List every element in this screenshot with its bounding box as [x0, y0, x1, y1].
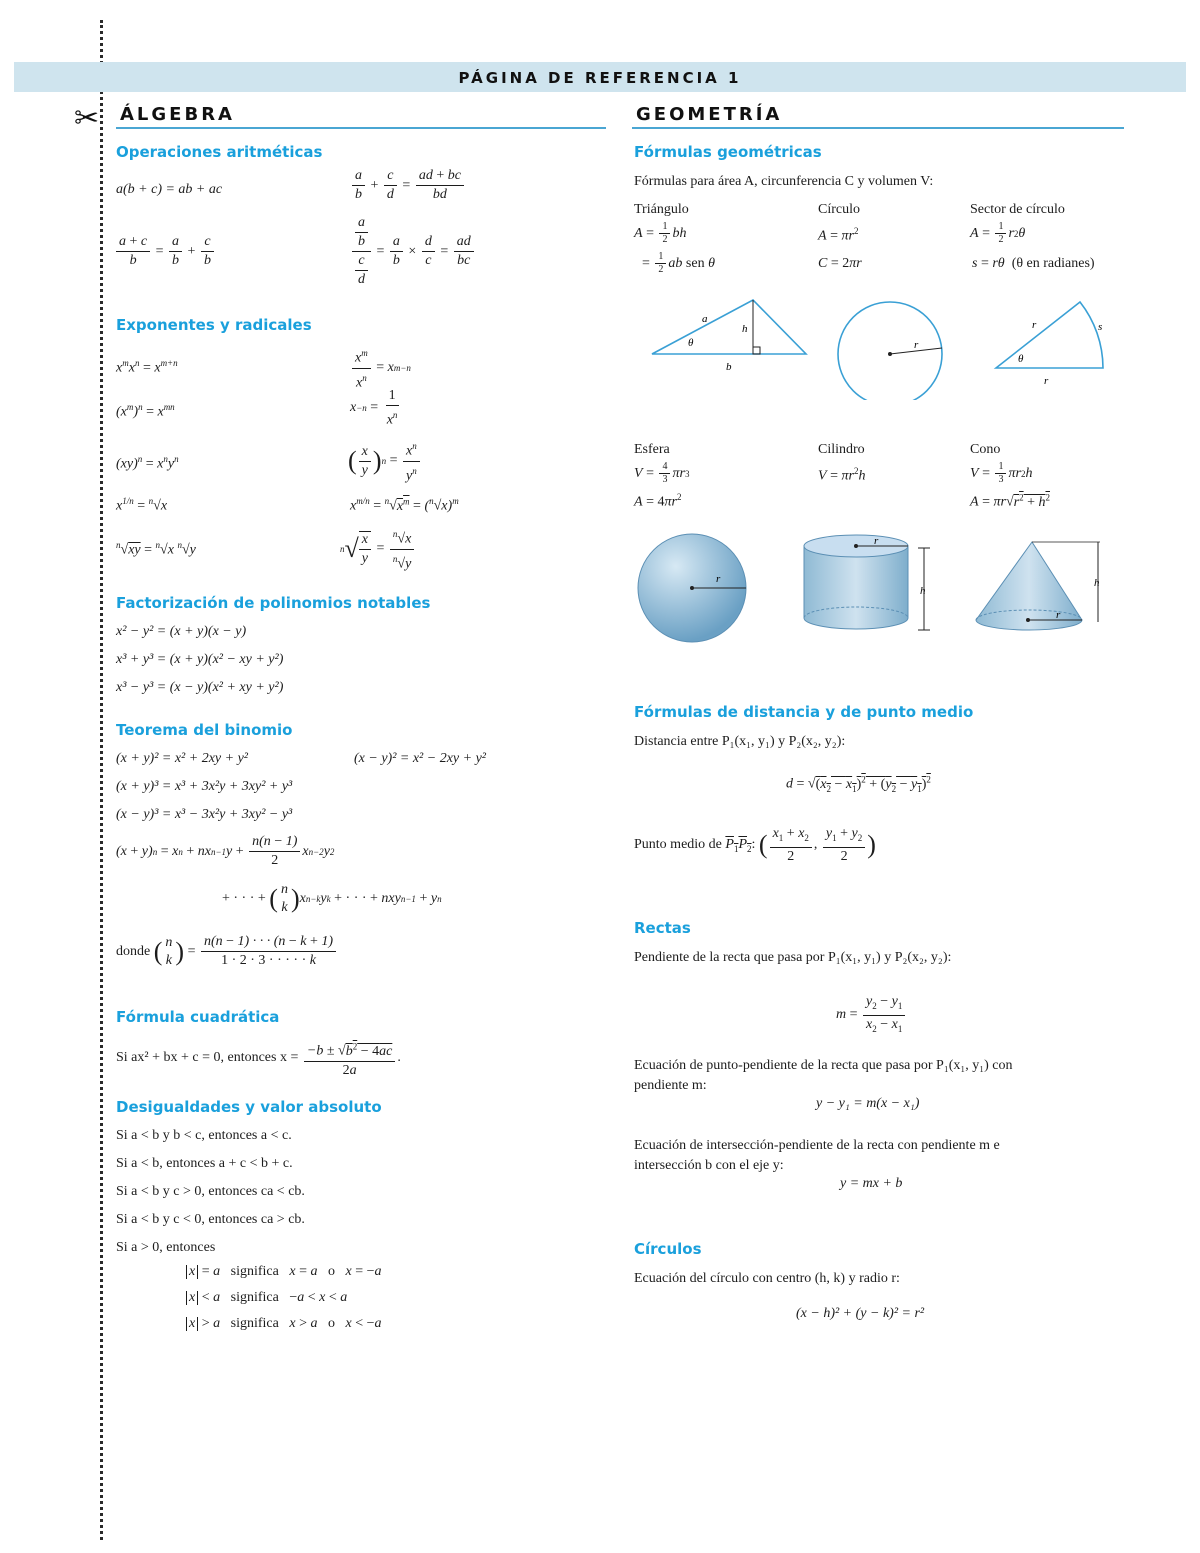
- donde-label: donde: [116, 943, 151, 959]
- sector-area-formula: A = $\frac{1}{2}$ r 2 θ: [970, 221, 1026, 245]
- binomial-formula: (x + y)² = x² + 2xy + y²: [116, 751, 248, 766]
- abs-greater-rule: x > a significa x > a o x < −a: [186, 1316, 381, 1332]
- abs-less-rule: x < a significa −a < x < a: [186, 1290, 347, 1306]
- svg-text:r: r: [1056, 609, 1061, 621]
- sen-label: sen: [685, 255, 705, 271]
- inequality-rule: Si a < b y c < 0, entonces ca > cb.: [116, 1212, 305, 1227]
- exp-power-rule: $(x^m)^n = x^{mn}$: [116, 402, 175, 420]
- exp-negative-rule: x −n = $\frac{1}{x^n}$: [350, 388, 398, 428]
- solid-figures: [630, 530, 1130, 650]
- slope-text: Pendiente de la recta que pasa por P₁(x₁, y₁) y P₂(x₂, y₂):: [634, 950, 952, 965]
- sphere-diagram: [638, 534, 746, 642]
- sector-diagram: [996, 302, 1103, 387]
- cone-diagram: [976, 542, 1100, 630]
- geometry-intro: Fórmulas para área A, circunferencia C y volumen V:: [634, 174, 934, 189]
- circle-area-formula: $A = \pi r^2$: [818, 226, 859, 244]
- factoring-formula: x³ − y³ = (x − y)(x² + xy + y²): [116, 680, 284, 695]
- exponents-title: Exponentes y radicales: [116, 316, 312, 334]
- point-slope-formula: y − y₁ = m(x − x₁): [816, 1096, 920, 1111]
- fraction-division-formula: $\frac{\frac{a}{b}}{\frac{c}{d}}$ = $\frac{a}{b}$ × $\frac{d}{c}$ = $\frac{ad}{bc}$: [350, 215, 476, 288]
- algebra-heading: ÁLGEBRA: [120, 104, 235, 125]
- abs-equal-rule: x = a significa x = a o x = −a: [186, 1264, 381, 1280]
- exp-quotient-rule: $\frac{x^m}{x^n}$ = x m−n: [350, 345, 411, 391]
- svg-text:r: r: [1032, 319, 1037, 331]
- abs-or: o: [327, 1264, 335, 1279]
- binomial-coefficient: donde ( n k ) = $\frac{n(n - 1) \cdot \cdot \cdot (n - k + 1)}{1 \cdot 2 \cdot 3 \cdot \cdot \cdot \cdot \cdot k}$: [116, 934, 338, 969]
- svg-text:r: r: [1044, 375, 1049, 387]
- geometry-rule: [632, 127, 1124, 129]
- distributive-formula: a(b + c) = ab + ac: [116, 182, 223, 197]
- lines-title: Rectas: [634, 919, 691, 937]
- cone-volume-formula: V = $\frac{1}{3}$ πr 2 h: [970, 461, 1033, 485]
- inequalities-title: Desigualdades y valor absoluto: [116, 1098, 382, 1116]
- svg-text:θ: θ: [688, 337, 694, 349]
- root-product-rule: $^n$√xy = $^n$√x $^n$√y: [116, 540, 196, 558]
- svg-text:h: h: [1094, 577, 1100, 589]
- algebra-rule: [116, 127, 606, 129]
- exp-fraction-power-rule: ( $\frac{x}{y}$ ) n = $\frac{x^n}{y^n}$: [348, 438, 422, 484]
- svg-text:s: s: [1098, 321, 1103, 333]
- sphere-label: Esfera: [634, 442, 670, 457]
- sector-arc-formula: s = rθ (θ en radianes): [972, 256, 1095, 271]
- scissors-icon: ✂: [74, 101, 100, 136]
- circles-title: Círculos: [634, 1240, 702, 1258]
- exp-product-rule: $x^mx^n = x^{m+n}$: [116, 358, 178, 376]
- cut-line: [100, 20, 103, 1540]
- circle-label: Círculo: [818, 202, 860, 217]
- binomial-general-formula: (x + y) n = x n + nx n−1 y + $\frac{n(n - 1)}{2}$ x n−2 y 2: [116, 834, 335, 868]
- point-slope-text: pendiente m:: [634, 1078, 707, 1093]
- abs-word: significa: [230, 1290, 279, 1305]
- svg-text:h: h: [920, 585, 926, 597]
- triangle-label: Triángulo: [634, 202, 689, 217]
- quadratic-title: Fórmula cuadrática: [116, 1008, 280, 1026]
- quadratic-text: Si ax² + bx + c = 0, entonces x =: [116, 1050, 299, 1066]
- quadratic-formula: Si ax² + bx + c = 0, entonces x = $\frac{-b \pm √b^2 - 4ac}{2a}$ .: [116, 1038, 401, 1079]
- svg-text:b: b: [726, 361, 732, 373]
- inequality-rule: Si a < b y b < c, entonces a < c.: [116, 1128, 292, 1143]
- exp-rational-rule: $x^{m/n} = ^n√x^m = (^n√x)^m$: [350, 496, 459, 514]
- cylinder-volume-formula: $V = \pi r^2h$: [818, 466, 866, 484]
- binomial-general-continuation: + · · · + ( n k ) x n−k y k + · · · + nxy n−1 + y n: [222, 882, 442, 915]
- fraction-sum-formula: $\frac{a}{b}$ + $\frac{c}{d}$ = $\frac{ad + bc}{bd}$: [350, 168, 466, 203]
- svg-text:h: h: [742, 323, 748, 335]
- intercept-text: Ecuación de intersección-pendiente de la recta con pendiente m e: [634, 1138, 1000, 1153]
- exp-product-power-rule: $(xy)^n = x^ny^n$: [116, 454, 179, 472]
- arith-title: Operaciones aritméticas: [116, 143, 323, 161]
- triangle-area-sine-formula: = $\frac{1}{2}$ ab sen θ: [642, 251, 715, 275]
- sector-label: Sector de círculo: [970, 202, 1065, 217]
- svg-text:r: r: [874, 535, 879, 547]
- circle-equation-text: Ecuación del círculo con centro (h, k) y radio r:: [634, 1271, 900, 1286]
- factoring-formula: x² − y² = (x + y)(x − y): [116, 624, 247, 639]
- plane-figures: [630, 290, 1130, 400]
- sphere-volume-formula: V = $\frac{4}{3}$ πr 3: [634, 461, 690, 485]
- slope-formula: m = $\frac{y_2 - y_1}{x_2 - x_1}$: [836, 994, 907, 1037]
- exp-root-rule: $x^{1/n} = ^n√x$: [116, 496, 168, 514]
- inequality-rule: Si a < b y c > 0, entonces ca < cb.: [116, 1184, 305, 1199]
- triangle-area-formula: A = $\frac{1}{2}$ bh: [634, 221, 687, 245]
- cone-label: Cono: [970, 442, 1001, 457]
- inequality-rule: Si a > 0, entonces: [116, 1240, 216, 1255]
- midpoint-formula: Punto medio de $P_1P_2$ : ( $\frac{x_1 + x_2}{2}$ , $\frac{y_1 + y_2}{2}$ ): [634, 826, 876, 864]
- abs-word: significa: [230, 1264, 279, 1279]
- root-quotient-rule: n √ $\frac{x}{y}$ = $\frac{^n√x}{^n√y}$: [340, 526, 416, 572]
- factoring-formula: x³ + y³ = (x + y)(x² − xy + y²): [116, 652, 284, 667]
- svg-text:a: a: [702, 313, 708, 325]
- geometry-heading: GEOMETRÍA: [636, 104, 783, 125]
- binomial-formula: (x − y)³ = x³ − 3x²y + 3xy² − y³: [116, 807, 293, 822]
- distance-text: Distancia entre P₁(x₁, y₁) y P₂(x₂, y₂):: [634, 734, 846, 749]
- cylinder-label: Cilindro: [818, 442, 865, 457]
- factoring-title: Factorización de polinomios notables: [116, 594, 431, 612]
- svg-text:r: r: [716, 573, 721, 585]
- circle-equation: (x − h)² + (y − k)² = r²: [796, 1306, 925, 1321]
- distance-formula: $d = √(x_2 - x_1)^2 + (y_2 - y_1)^2$: [786, 774, 931, 794]
- circle-circumference-formula: C = 2πr: [818, 256, 862, 271]
- geometry-formulas-title: Fórmulas geométricas: [634, 143, 822, 161]
- fraction-split-formula: $\frac{a + c}{b}$ = $\frac{a}{b}$ + $\frac{c}{b}$: [114, 234, 216, 269]
- banner: [14, 62, 1186, 92]
- slope-intercept-formula: y = mx + b: [840, 1176, 903, 1191]
- binomial-formula: (x + y)³ = x³ + 3x²y + 3xy² + y³: [116, 779, 293, 794]
- svg-text:θ: θ: [1018, 353, 1024, 365]
- cylinder-diagram: [804, 535, 930, 630]
- cone-area-formula: $A = \pi r√r^2 + h^2$: [970, 492, 1050, 510]
- page-title: PÁGINA DE REFERENCIA 1: [458, 69, 742, 87]
- abs-or: o: [327, 1316, 335, 1331]
- sphere-area-formula: $A = 4\pi r^2$: [634, 492, 682, 510]
- distance-title: Fórmulas de distancia y de punto medio: [634, 703, 974, 721]
- midpoint-text: Punto medio de: [634, 837, 722, 853]
- radians-note: (θ en radianes): [1011, 256, 1095, 271]
- binomial-title: Teorema del binomio: [116, 721, 293, 739]
- svg-text:r: r: [914, 339, 919, 351]
- binomial-formula: (x − y)² = x² − 2xy + y²: [354, 751, 486, 766]
- abs-word: significa: [230, 1316, 279, 1331]
- circle-diagram: [838, 302, 942, 400]
- intercept-text: intersección b con el eje y:: [634, 1158, 784, 1173]
- inequality-rule: Si a < b, entonces a + c < b + c.: [116, 1156, 293, 1171]
- point-slope-text: Ecuación de punto-pendiente de la recta que pasa por P₁(x₁, y₁) con: [634, 1058, 1013, 1073]
- triangle-diagram: [652, 300, 806, 373]
